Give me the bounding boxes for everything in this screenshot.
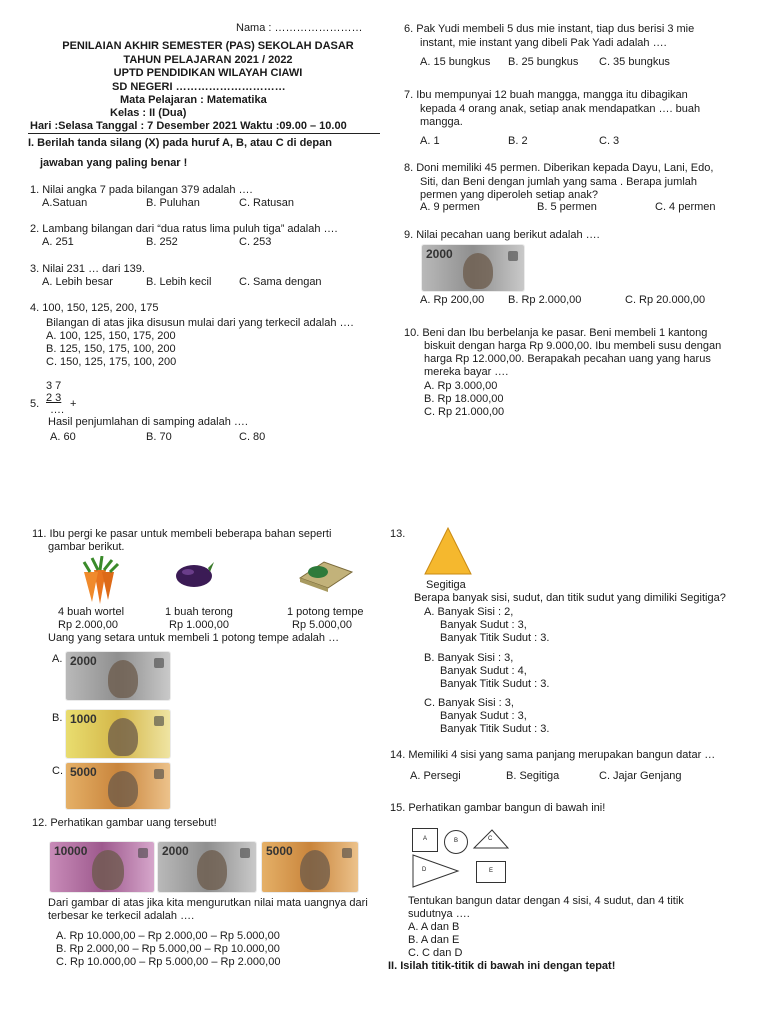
item-wortel-price: Rp 2.000,00 xyxy=(58,619,118,631)
q14-option-b[interactable]: B. Segitiga xyxy=(506,770,560,782)
q13-option-a-line-1[interactable]: A. Banyak Sisi : 2, xyxy=(424,606,514,618)
subject-line: Mata Pelajaran : Matematika xyxy=(120,94,267,106)
q11-option-c[interactable]: C. xyxy=(52,765,63,777)
q14-option-c[interactable]: C. Jajar Genjang xyxy=(599,770,682,782)
eggplant-icon xyxy=(170,558,216,590)
q5-option-c[interactable]: C. 80 xyxy=(239,431,266,443)
q12-option-b[interactable]: B. Rp 2.000,00 – Rp 5.000,00 – Rp 10.000,00 xyxy=(56,943,280,955)
q15-text-3: sudutnya …. xyxy=(408,908,470,920)
banknote-value: 2000 xyxy=(70,654,97,668)
q12-text-3: terbesar ke terkecil adalah …. xyxy=(48,910,195,922)
item-wortel-label: 4 buah wortel xyxy=(58,606,125,618)
q9-option-a[interactable]: A. Rp 200,00 xyxy=(420,294,485,306)
q9-text: 9. Nilai pecahan uang berikut adalah …. xyxy=(404,229,600,241)
q13-option-b-line-3: Banyak Titik Sudut : 3. xyxy=(440,678,550,690)
q7-text-2: kepada 4 orang anak, setiap anak mendapatkan …. buah xyxy=(420,103,701,115)
banknote-value: 1000 xyxy=(70,712,97,726)
q10-option-a[interactable]: A. Rp 3.000,00 xyxy=(424,380,498,392)
q15-text: 15. Perhatikan gambar bangun di bawah ini! xyxy=(390,802,606,814)
tempe-icon xyxy=(294,556,356,592)
q10-text-3: harga Rp 12.000,00. Berapakah pecahan uang yang harus xyxy=(424,353,711,365)
nama-field: Nama : …………………… xyxy=(236,22,363,34)
item-tempe-label: 1 potong tempe xyxy=(287,606,364,618)
q9-option-c[interactable]: C. Rp 20.000,00 xyxy=(625,294,706,306)
q8-text: 8. Doni memiliki 45 permen. Diberikan kepada Dayu, Lani, Edo, xyxy=(404,162,714,174)
triangle-label: Segitiga xyxy=(426,579,466,591)
square-shape-a: A xyxy=(412,828,438,852)
school-name: SD NEGERI ………………………… xyxy=(112,81,286,93)
q3-option-c[interactable]: C. Sama dengan xyxy=(239,276,322,288)
q15-option-b[interactable]: B. A dan E xyxy=(408,934,460,946)
banknote-2000-image[interactable] xyxy=(66,652,170,700)
instruction-line-1: I. Berilah tanda silang (X) pada huruf A, B, atau C di depan xyxy=(28,137,332,149)
q11-question: Uang yang setara untuk membeli 1 potong tempe adalah … xyxy=(48,632,340,644)
q4-text-2: Bilangan di atas jika disusun mulai dari yang terkecil adalah …. xyxy=(46,317,354,329)
q7-text-3: mangga. xyxy=(420,116,463,128)
q8-option-c[interactable]: C. 4 permen xyxy=(655,201,716,213)
q4-text: 4. 100, 150, 125, 200, 175 xyxy=(30,302,159,314)
date-line: Hari :Selasa Tanggal : 7 Desember 2021 Waktu :09.00 – 10.00 xyxy=(30,120,347,132)
q6-text-2: instant, mie instant yang dibeli Pak Yadi adalah …. xyxy=(420,37,667,49)
item-terong-price: Rp 1.000,00 xyxy=(169,619,229,631)
q7-option-a[interactable]: A. 1 xyxy=(420,135,440,147)
q13-text: Berapa banyak sisi, sudut, dan titik sudut yang dimiliki Segitiga? xyxy=(414,592,726,604)
banknote-2000-image xyxy=(422,245,524,291)
banknote-2000-image xyxy=(158,842,256,892)
banknote-value: 10000 xyxy=(54,844,88,858)
q11-option-a[interactable]: A. xyxy=(52,653,63,665)
header-divider xyxy=(28,133,380,134)
uptd-name: UPTD PENDIDIKAN WILAYAH CIAWI xyxy=(113,67,303,79)
q15-option-a[interactable]: A. A dan B xyxy=(408,921,460,933)
banknote-value: 2000 xyxy=(426,247,453,261)
q10-option-b[interactable]: B. Rp 18.000,00 xyxy=(424,393,504,405)
q10-text-4: mereka bayar …. xyxy=(424,366,509,378)
q14-option-a[interactable]: A. Persegi xyxy=(410,770,461,782)
q8-text-2: Siti, dan Beni dengan jumlah yang sama . Berapa jumlah xyxy=(420,176,698,188)
q8-option-a[interactable]: A. 9 permen xyxy=(420,201,480,213)
q13-option-a-line-2: Banyak Sudut : 3, xyxy=(440,619,527,631)
q4-option-c[interactable]: C. 150, 125, 175, 100, 200 xyxy=(46,356,177,368)
q5-text: Hasil penjumlahan di samping adalah …. xyxy=(48,416,248,428)
q8-text-3: permen yang diperoleh setiap anak? xyxy=(420,189,598,201)
q10-option-c[interactable]: C. Rp 21.000,00 xyxy=(424,406,505,418)
q9-option-b[interactable]: B. Rp 2.000,00 xyxy=(508,294,582,306)
shape-d-label: D xyxy=(422,867,427,873)
square-shape-e: E xyxy=(476,861,506,883)
q5-plus: + xyxy=(70,398,77,410)
q5-option-b[interactable]: B. 70 xyxy=(146,431,172,443)
q10-text: 10. Beni dan Ibu berbelanja ke pasar. Beni membeli 1 kantong xyxy=(404,327,708,339)
triangle-shape-d xyxy=(412,854,460,888)
q7-option-c[interactable]: C. 3 xyxy=(599,135,620,147)
item-terong-label: 1 buah terong xyxy=(165,606,233,618)
q15-option-c[interactable]: C. C dan D xyxy=(408,947,463,959)
q15-text-2: Tentukan bangun datar dengan 4 sisi, 4 sudut, dan 4 titik xyxy=(408,895,684,907)
q5-option-a[interactable]: A. 60 xyxy=(50,431,76,443)
q1-option-c[interactable]: C. Ratusan xyxy=(239,197,295,209)
q13-option-c-line-1[interactable]: C. Banyak Sisi : 3, xyxy=(424,697,514,709)
q11-option-b[interactable]: B. xyxy=(52,712,63,724)
q2-option-a[interactable]: A. 251 xyxy=(42,236,74,248)
q2-option-c[interactable]: C. 253 xyxy=(239,236,272,248)
q2-option-b[interactable]: B. 252 xyxy=(146,236,178,248)
banknote-value: 5000 xyxy=(70,765,97,779)
q12-option-c[interactable]: C. Rp 10.000,00 – Rp 5.000,00 – Rp 2.000,00 xyxy=(56,956,281,968)
q13-option-c-line-3: Banyak Titik Sudut : 3. xyxy=(440,723,550,735)
q7-text: 7. Ibu mempunyai 12 buah mangga, mangga itu dibagikan xyxy=(404,89,688,101)
q13-option-a-line-3: Banyak Titik Sudut : 3. xyxy=(440,632,550,644)
q5-dots: …. xyxy=(50,404,65,416)
q3-option-b[interactable]: B. Lebih kecil xyxy=(146,276,212,288)
banknote-value: 5000 xyxy=(266,844,293,858)
q3-text: 3. Nilai 231 … dari 139. xyxy=(30,263,145,275)
q4-option-a[interactable]: A. 100, 125, 150, 175, 200 xyxy=(46,330,176,342)
q12-option-a[interactable]: A. Rp 10.000,00 – Rp 2.000,00 – Rp 5.000,00 xyxy=(56,930,280,942)
q12-text: 12. Perhatikan gambar uang tersebut! xyxy=(32,817,217,829)
q13-option-b-line-2: Banyak Sudut : 4, xyxy=(440,665,527,677)
triangle-shape-icon xyxy=(423,526,473,576)
q13-option-b-line-1[interactable]: B. Banyak Sisi : 3, xyxy=(424,652,514,664)
q5-bottom-number: 2 3 xyxy=(46,392,62,404)
section-2-heading: II. Isilah titik-titik di bawah ini dengan tepat! xyxy=(388,960,616,972)
q5-top-number: 3 7 xyxy=(46,380,62,392)
q6-option-b[interactable]: B. 25 bungkus xyxy=(508,56,579,68)
q1-option-b[interactable]: B. Puluhan xyxy=(146,197,200,209)
q13-number: 13. xyxy=(390,528,406,540)
q3-option-a[interactable]: A. Lebih besar xyxy=(42,276,113,288)
item-tempe-price: Rp 5.000,00 xyxy=(292,619,352,631)
q13-option-c-line-2: Banyak Sudut : 3, xyxy=(440,710,527,722)
q14-text: 14. Memiliki 4 sisi yang sama panjang merupakan bangun datar … xyxy=(390,749,716,761)
q1-option-a[interactable]: A.Satuan xyxy=(42,197,88,209)
q6-option-c[interactable]: C. 35 bungkus xyxy=(599,56,670,68)
circle-shape-b: B xyxy=(444,830,468,854)
q1-text: 1. Nilai angka 7 pada bilangan 379 adalah …. xyxy=(30,184,253,196)
banknote-value: 2000 xyxy=(162,844,189,858)
q10-text-2: biskuit dengan harga Rp 9.000,00. Ibu membeli susu dengan xyxy=(424,340,722,352)
q8-option-b[interactable]: B. 5 permen xyxy=(537,201,597,213)
q11-text: 11. Ibu pergi ke pasar untuk membeli beberapa bahan seperti xyxy=(32,528,332,540)
q11-text-2: gambar berikut. xyxy=(48,541,125,553)
q6-text: 6. Pak Yudi membeli 5 dus mie instant, tiap dus berisi 3 mie xyxy=(404,23,695,35)
q5-number: 5. xyxy=(30,398,40,410)
shape-c-label: C xyxy=(488,836,493,842)
instruction-line-2: jawaban yang paling benar ! xyxy=(40,157,188,169)
banknote-5000-image xyxy=(262,842,358,892)
class-line: Kelas : II (Dua) xyxy=(110,107,187,119)
exam-title: PENILAIAN AKHIR SEMESTER (PAS) SEKOLAH DASAR xyxy=(62,40,354,52)
q6-option-a[interactable]: A. 15 bungkus xyxy=(420,56,491,68)
q7-option-b[interactable]: B. 2 xyxy=(508,135,528,147)
q2-text: 2. Lambang bilangan dari “dua ratus lima puluh tiga” adalah …. xyxy=(30,223,338,235)
banknote-10000-image xyxy=(50,842,154,892)
school-year: TAHUN PELAJARAN 2021 / 2022 xyxy=(123,54,293,66)
banknote-5000-image[interactable] xyxy=(66,763,170,809)
q4-option-b[interactable]: B. 125, 150, 175, 100, 200 xyxy=(46,343,176,355)
q12-text-2: Dari gambar di atas jika kita mengurutkan nilai mata uangnya dari xyxy=(48,897,368,909)
banknote-1000-image[interactable] xyxy=(66,710,170,758)
carrot-icon xyxy=(76,556,122,606)
